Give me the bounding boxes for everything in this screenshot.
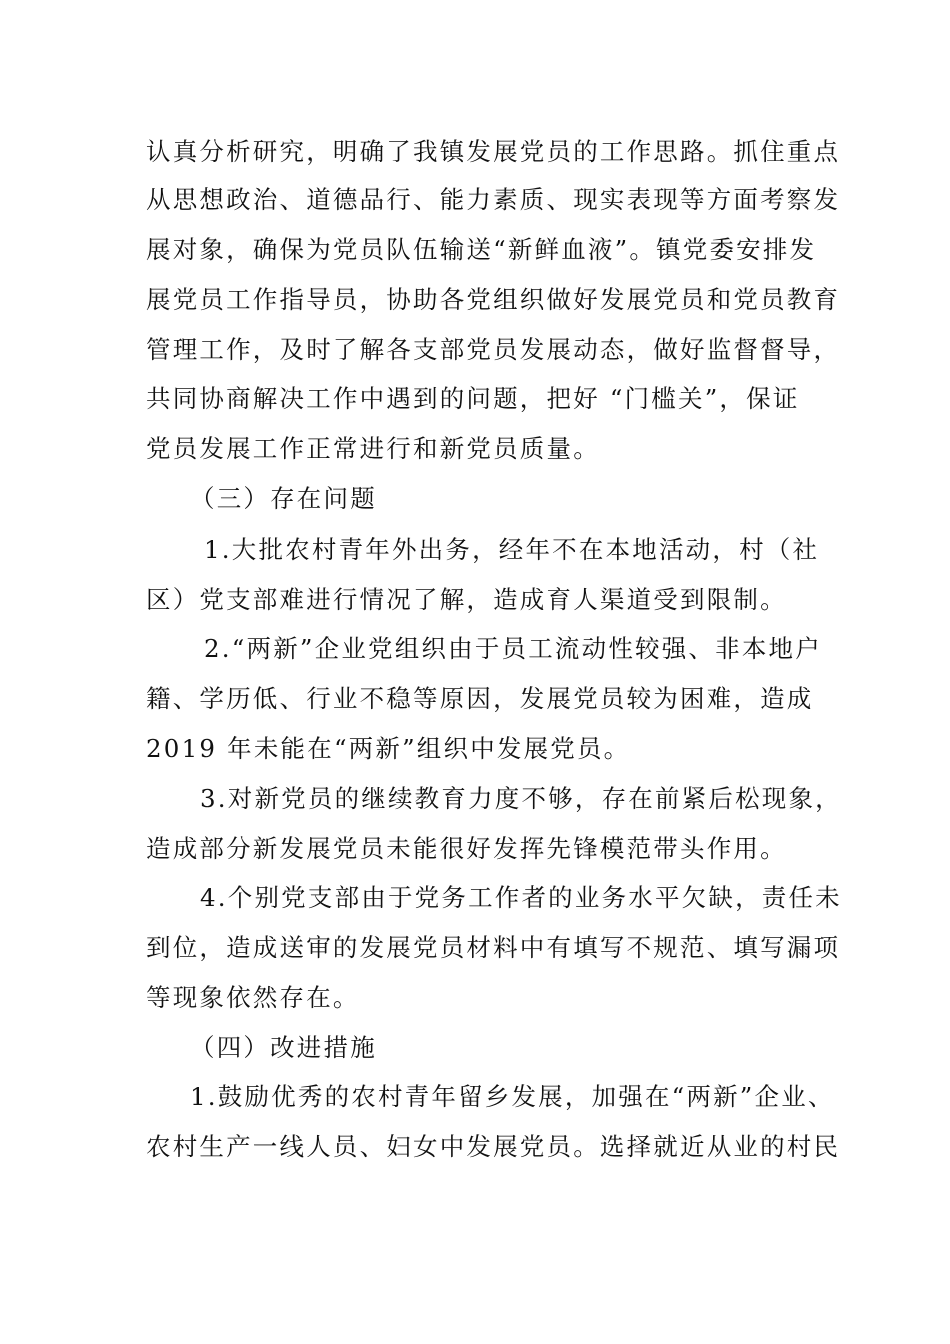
text-line-17: 到位，造成送审的发展党员材料中有填写不规范、填写漏项 bbox=[146, 933, 841, 962]
text-line-16: 4.个别党支部由于党务工作者的业务水平欠缺，责任未 bbox=[200, 883, 842, 912]
section-heading-measures: （四）改进措施 bbox=[190, 1033, 377, 1062]
text-line-15: 造成部分新发展党员未能很好发挥先锋模范带头作用。 bbox=[146, 834, 787, 863]
text-line-2: 从思想政治、道德品行、能力素质、现实表现等方面考察发 bbox=[146, 185, 841, 214]
text-line-6: 共同协商解决工作中遇到的问题，把好 “门槛关”，保证 bbox=[146, 384, 800, 413]
text-line-4: 展党员工作指导员，协助各党组织做好发展党员和党员教育 bbox=[146, 285, 841, 314]
text-line-1: 认真分析研究，明确了我镇发展党员的工作思路。抓住重点 bbox=[146, 137, 841, 166]
text-line-14: 3.对新党员的继续教育力度不够，存在前紧后松现象， bbox=[200, 784, 842, 813]
text-line-12: 籍、学历低、行业不稳等原因，发展党员较为困难，造成 bbox=[146, 684, 814, 713]
text-line-13: 2019 年未能在“两新”组织中发展党员。 bbox=[146, 734, 631, 763]
text-line-9: 1.大批农村青年外出务，经年不在本地活动，村（社 bbox=[204, 535, 820, 564]
text-line-20: 1.鼓励优秀的农村青年留乡发展，加强在“两新”企业、 bbox=[190, 1082, 835, 1111]
text-line-7: 党员发展工作正常进行和新党员质量。 bbox=[146, 434, 600, 463]
section-heading-problems: （三）存在问题 bbox=[190, 484, 377, 513]
text-line-18: 等现象依然存在。 bbox=[146, 983, 360, 1012]
text-line-10: 区）党支部难进行情况了解，造成育人渠道受到限制。 bbox=[146, 585, 787, 614]
text-line-3: 展对象，确保为党员队伍输送“新鲜血液”。镇党委安排发 bbox=[146, 235, 817, 264]
text-line-11: 2.“两新”企业党组织由于员工流动性较强、非本地户 bbox=[204, 634, 822, 663]
text-line-21: 农村生产一线人员、妇女中发展党员。选择就近从业的村民 bbox=[146, 1132, 841, 1161]
text-line-5: 管理工作，及时了解各支部党员发展动态，做好监督督导， bbox=[146, 335, 841, 364]
